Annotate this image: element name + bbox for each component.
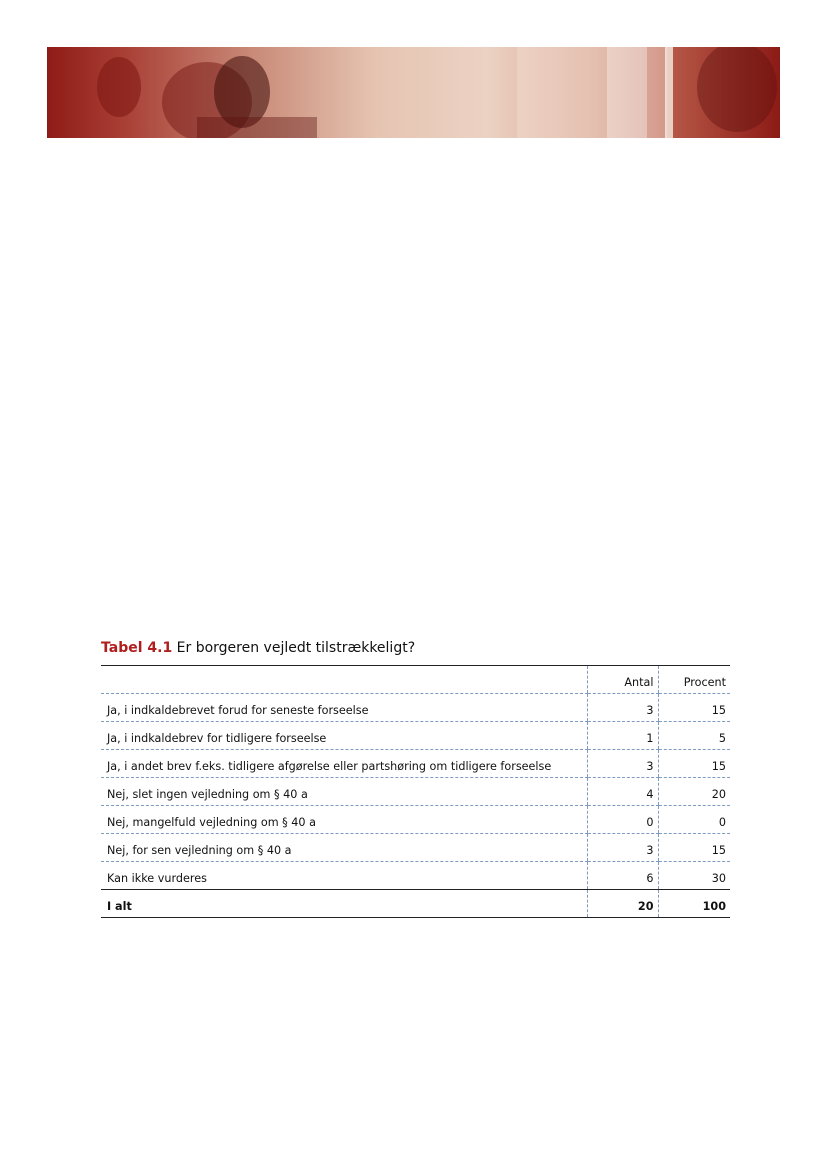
header-banner-photo xyxy=(47,47,780,138)
table-row xyxy=(101,834,730,862)
table-header-row xyxy=(101,666,730,694)
row-procent: 5 xyxy=(658,722,730,750)
results-table xyxy=(101,665,730,918)
row-procent: 15 xyxy=(658,694,730,722)
row-antal: 4 xyxy=(587,778,658,806)
row-antal: 0 xyxy=(587,806,658,834)
row-label: Ja, i indkaldebrev for tidligere forseelse xyxy=(101,722,587,750)
table-row xyxy=(101,806,730,834)
row-procent: 15 xyxy=(658,750,730,778)
row-label: Nej, mangelfuld vejledning om § 40 a xyxy=(101,806,587,834)
row-procent: 20 xyxy=(658,778,730,806)
header-procent: Procent xyxy=(658,666,730,694)
row-antal: 3 xyxy=(587,750,658,778)
table-row xyxy=(101,862,730,890)
row-antal: 6 xyxy=(587,862,658,890)
table-row xyxy=(101,694,730,722)
row-procent: 0 xyxy=(658,806,730,834)
table-caption xyxy=(101,640,415,656)
table-row xyxy=(101,778,730,806)
row-antal: 3 xyxy=(587,834,658,862)
header-category xyxy=(101,666,587,694)
row-label: Ja, i andet brev f.eks. tidligere afgørelse eller partshøring om tidligere forseelse xyxy=(101,750,587,778)
row-antal: 1 xyxy=(587,722,658,750)
total-antal: 20 xyxy=(587,890,658,918)
row-label: Nej, for sen vejledning om § 40 a xyxy=(101,834,587,862)
table-number: Tabel 4.1 xyxy=(101,640,173,656)
table-row xyxy=(101,750,730,778)
total-row xyxy=(101,890,730,918)
total-procent: 100 xyxy=(658,890,730,918)
row-label: Kan ikke vurderes xyxy=(101,862,587,890)
total-label: I alt xyxy=(101,890,587,918)
row-procent: 30 xyxy=(658,862,730,890)
table-row xyxy=(101,722,730,750)
table-title: Er borgeren vejledt tilstrækkeligt? xyxy=(176,640,416,656)
row-procent: 15 xyxy=(658,834,730,862)
row-antal: 3 xyxy=(587,694,658,722)
row-label: Ja, i indkaldebrevet forud for seneste forseelse xyxy=(101,694,587,722)
banner-silhouettes xyxy=(47,47,780,138)
row-label: Nej, slet ingen vejledning om § 40 a xyxy=(101,778,587,806)
header-antal: Antal xyxy=(587,666,658,694)
